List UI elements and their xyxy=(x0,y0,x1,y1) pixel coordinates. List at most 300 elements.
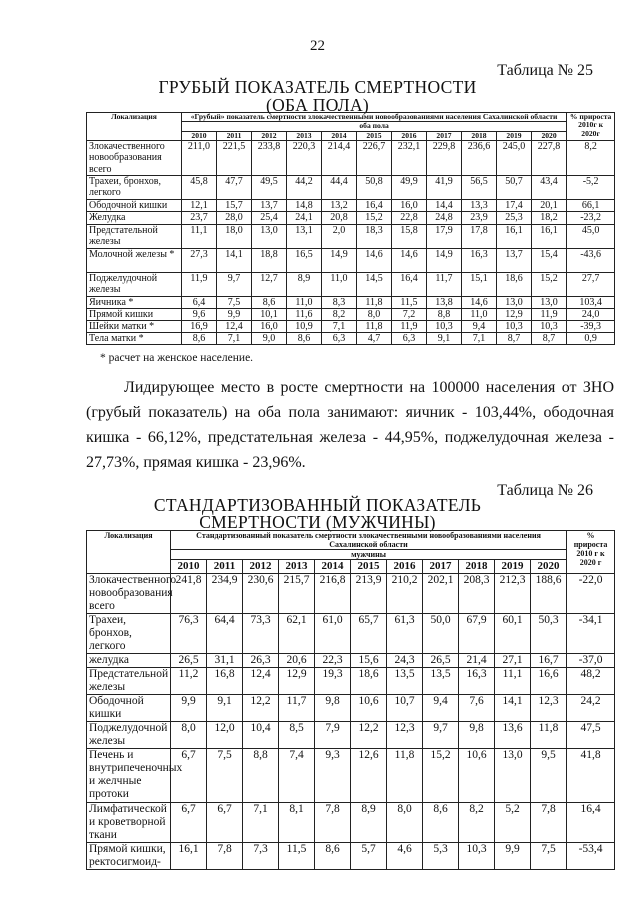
table-25-title: ГРУБЫЙ ПОКАЗАТЕЛЬ СМЕРТНОСТИ xyxy=(158,77,477,97)
year-header: 2015 xyxy=(351,560,387,574)
value-cell: 8,6 xyxy=(423,803,459,843)
value-cell: 65,7 xyxy=(351,614,387,654)
value-cell: 6,7 xyxy=(207,803,243,843)
value-cell: 8,8 xyxy=(427,308,462,320)
value-cell: 14,9 xyxy=(427,248,462,272)
value-cell: 18,2 xyxy=(532,212,567,224)
growth-cell: 27,7 xyxy=(567,272,615,296)
row-label: Злокачественного новообразования всего xyxy=(87,141,182,176)
year-header: 2014 xyxy=(315,560,351,574)
value-cell: 73,3 xyxy=(243,614,279,654)
value-cell: 18,6 xyxy=(497,272,532,296)
value-cell: 12,2 xyxy=(243,695,279,722)
value-cell: 11,5 xyxy=(392,296,427,308)
value-cell: 7,5 xyxy=(207,749,243,803)
growth-cell: 16,4 xyxy=(567,803,615,843)
table-row xyxy=(87,749,615,803)
value-cell: 13,6 xyxy=(495,722,531,749)
value-cell: 7,5 xyxy=(217,296,252,308)
value-cell: 11,7 xyxy=(427,272,462,296)
table-row xyxy=(87,803,615,843)
value-cell: 12,3 xyxy=(531,695,567,722)
value-cell: 26,5 xyxy=(171,654,207,668)
year-header: 2012 xyxy=(252,131,287,140)
year-header: 2014 xyxy=(322,131,357,140)
table-row xyxy=(87,224,615,248)
row-label: Поджелудочной железы xyxy=(87,272,182,296)
value-cell: 216,8 xyxy=(315,574,351,614)
value-cell: 7,8 xyxy=(531,803,567,843)
value-cell: 13,7 xyxy=(497,248,532,272)
growth-cell: -23,2 xyxy=(567,212,615,224)
value-cell: 13,2 xyxy=(322,200,357,212)
value-cell: 12,3 xyxy=(387,722,423,749)
table-row xyxy=(87,272,615,296)
value-cell: 12,0 xyxy=(207,722,243,749)
value-cell: 8,3 xyxy=(322,296,357,308)
value-cell: 4,6 xyxy=(387,843,423,870)
value-cell: 233,8 xyxy=(252,141,287,176)
value-cell: 60,1 xyxy=(495,614,531,654)
year-header: 2020 xyxy=(532,131,567,140)
value-cell: 28,0 xyxy=(217,212,252,224)
value-cell: 14,6 xyxy=(462,296,497,308)
growth-cell: 8,2 xyxy=(567,141,615,176)
table-26 xyxy=(86,530,615,870)
value-cell: 10,3 xyxy=(459,843,495,870)
value-cell: 11,9 xyxy=(532,308,567,320)
table-row xyxy=(87,614,615,654)
value-cell: 13,5 xyxy=(423,668,459,695)
value-cell: 9,6 xyxy=(182,308,217,320)
table-row xyxy=(87,248,615,272)
value-cell: 5,7 xyxy=(351,843,387,870)
growth-cell: -53,4 xyxy=(567,843,615,870)
value-cell: 13,1 xyxy=(287,224,322,248)
table-row xyxy=(87,200,615,212)
value-cell: 16,5 xyxy=(287,248,322,272)
year-header: 2013 xyxy=(279,560,315,574)
value-cell: 19,3 xyxy=(315,668,351,695)
growth-cell: -34,1 xyxy=(567,614,615,654)
value-cell: 12,6 xyxy=(351,749,387,803)
value-cell: 16,0 xyxy=(392,200,427,212)
value-cell: 10,6 xyxy=(351,695,387,722)
value-cell: 12,2 xyxy=(351,722,387,749)
value-cell: 14,9 xyxy=(322,248,357,272)
value-cell: 236,6 xyxy=(462,141,497,176)
value-cell: 12,9 xyxy=(279,668,315,695)
value-cell: 67,9 xyxy=(459,614,495,654)
value-cell: 8,0 xyxy=(387,803,423,843)
value-cell: 11,9 xyxy=(182,272,217,296)
value-cell: 15,6 xyxy=(351,654,387,668)
value-cell: 17,8 xyxy=(462,224,497,248)
table-row xyxy=(87,321,615,333)
value-cell: 11,8 xyxy=(387,749,423,803)
value-cell: 27,1 xyxy=(495,654,531,668)
value-cell: 18,8 xyxy=(252,248,287,272)
growth-cell: 24,2 xyxy=(567,695,615,722)
row-label: желудка xyxy=(87,654,171,668)
value-cell: 14,1 xyxy=(217,248,252,272)
value-cell: 17,4 xyxy=(497,200,532,212)
value-cell: 12,4 xyxy=(217,321,252,333)
value-cell: 7,5 xyxy=(531,843,567,870)
table-25-footnote: * расчет на женское население. xyxy=(100,352,254,364)
value-cell: 11,9 xyxy=(392,321,427,333)
table-25-subtitle: (ОБА ПОЛА) xyxy=(265,95,370,115)
value-cell: 211,0 xyxy=(182,141,217,176)
value-cell: 49,5 xyxy=(252,176,287,200)
growth-cell: 47,5 xyxy=(567,722,615,749)
value-cell: 50,0 xyxy=(423,614,459,654)
value-cell: 11,7 xyxy=(279,695,315,722)
table-row xyxy=(87,668,615,695)
value-cell: 13,0 xyxy=(252,224,287,248)
value-cell: 14,8 xyxy=(287,200,322,212)
year-header: 2019 xyxy=(495,560,531,574)
value-cell: 15,4 xyxy=(532,248,567,272)
value-cell: 6,3 xyxy=(322,333,357,345)
value-cell: 50,7 xyxy=(497,176,532,200)
value-cell: 22,3 xyxy=(315,654,351,668)
value-cell: 20,1 xyxy=(532,200,567,212)
value-cell: 13,7 xyxy=(252,200,287,212)
value-cell: 11,1 xyxy=(495,668,531,695)
value-cell: 226,7 xyxy=(357,141,392,176)
value-cell: 20,6 xyxy=(279,654,315,668)
value-cell: 9,4 xyxy=(462,321,497,333)
year-header: 2017 xyxy=(427,131,462,140)
summary-paragraph xyxy=(86,375,614,475)
value-cell: 9,8 xyxy=(459,722,495,749)
value-cell: 4,7 xyxy=(357,333,392,345)
year-header: 2015 xyxy=(357,131,392,140)
value-cell: 11,2 xyxy=(171,668,207,695)
value-cell: 234,9 xyxy=(207,574,243,614)
value-cell: 61,3 xyxy=(387,614,423,654)
value-cell: 6,4 xyxy=(182,296,217,308)
value-cell: 220,3 xyxy=(287,141,322,176)
table-row xyxy=(87,296,615,308)
page-number: 22 xyxy=(310,38,325,54)
row-label: Предстательной железы xyxy=(87,668,171,695)
value-cell: 8,8 xyxy=(243,749,279,803)
value-cell: 232,1 xyxy=(392,141,427,176)
value-cell: 76,3 xyxy=(171,614,207,654)
value-cell: 16,7 xyxy=(531,654,567,668)
value-cell: 230,6 xyxy=(243,574,279,614)
value-cell: 44,4 xyxy=(322,176,357,200)
row-label: Прямой кишки, ректосигмоид- xyxy=(87,843,171,870)
value-cell: 8,6 xyxy=(287,333,322,345)
value-cell: 64,4 xyxy=(207,614,243,654)
header-growth: % прироста 2010 г к 2020 г xyxy=(567,531,615,574)
value-cell: 9,1 xyxy=(207,695,243,722)
value-cell: 215,7 xyxy=(279,574,315,614)
value-cell: 5,2 xyxy=(495,803,531,843)
value-cell: 8,7 xyxy=(532,333,567,345)
value-cell: 49,9 xyxy=(392,176,427,200)
value-cell: 9,9 xyxy=(171,695,207,722)
value-cell: 16,1 xyxy=(497,224,532,248)
year-header: 2019 xyxy=(497,131,532,140)
growth-cell: -43,6 xyxy=(567,248,615,272)
growth-cell: 45,0 xyxy=(567,224,615,248)
value-cell: 24,8 xyxy=(427,212,462,224)
row-label: Прямой кишки xyxy=(87,308,182,320)
value-cell: 2,0 xyxy=(322,224,357,248)
value-cell: 16,8 xyxy=(207,668,243,695)
value-cell: 11,8 xyxy=(531,722,567,749)
value-cell: 9,7 xyxy=(217,272,252,296)
value-cell: 11,1 xyxy=(182,224,217,248)
row-label: Предстательной железы xyxy=(87,224,182,248)
value-cell: 20,8 xyxy=(322,212,357,224)
value-cell: 16,1 xyxy=(532,224,567,248)
row-label: Трахеи, бронхов, легкого xyxy=(87,614,171,654)
value-cell: 188,6 xyxy=(531,574,567,614)
value-cell: 227,8 xyxy=(532,141,567,176)
value-cell: 10,3 xyxy=(532,321,567,333)
row-label: Печень и внутрипеченочных и желчные протоки xyxy=(87,749,171,803)
year-header: 2018 xyxy=(459,560,495,574)
value-cell: 24,1 xyxy=(287,212,322,224)
value-cell: 26,5 xyxy=(423,654,459,668)
value-cell: 8,6 xyxy=(252,296,287,308)
row-label: Желудка xyxy=(87,212,182,224)
table-row xyxy=(87,176,615,200)
value-cell: 8,6 xyxy=(315,843,351,870)
year-header: 2012 xyxy=(243,560,279,574)
value-cell: 18,6 xyxy=(351,668,387,695)
growth-cell: 0,9 xyxy=(567,333,615,345)
value-cell: 16,1 xyxy=(171,843,207,870)
value-cell: 11,8 xyxy=(357,296,392,308)
value-cell: 202,1 xyxy=(423,574,459,614)
value-cell: 7,4 xyxy=(279,749,315,803)
row-label: Лимфатической и кроветворной ткани xyxy=(87,803,171,843)
value-cell: 212,3 xyxy=(495,574,531,614)
value-cell: 9,7 xyxy=(423,722,459,749)
table-row xyxy=(87,212,615,224)
value-cell: 11,0 xyxy=(322,272,357,296)
value-cell: 9,5 xyxy=(531,749,567,803)
year-header: 2010 xyxy=(171,560,207,574)
value-cell: 24,3 xyxy=(387,654,423,668)
value-cell: 17,9 xyxy=(427,224,462,248)
table-26-subtitle: СМЕРТНОСТИ (МУЖЧИНЫ) xyxy=(199,512,436,532)
value-cell: 7,3 xyxy=(243,843,279,870)
value-cell: 9,0 xyxy=(252,333,287,345)
value-cell: 9,3 xyxy=(315,749,351,803)
row-label: Молочной железы * xyxy=(87,248,182,272)
value-cell: 9,8 xyxy=(315,695,351,722)
value-cell: 15,1 xyxy=(462,272,497,296)
value-cell: 13,0 xyxy=(497,296,532,308)
value-cell: 14,1 xyxy=(495,695,531,722)
year-header: 2020 xyxy=(531,560,567,574)
value-cell: 18,0 xyxy=(217,224,252,248)
value-cell: 12,7 xyxy=(252,272,287,296)
value-cell: 15,8 xyxy=(392,224,427,248)
value-cell: 10,3 xyxy=(427,321,462,333)
value-cell: 208,3 xyxy=(459,574,495,614)
value-cell: 10,1 xyxy=(252,308,287,320)
summary-text: Лидирующее место в росте смертности на 100000 населения от ЗНО (грубый показатель) на оба пола занимают: яичник - 103,44%, ободочная кишка - 66,12%, предстательная железа - 44,95%, поджелудочная железа - 27,73%, прямая кишка - 23,96%. xyxy=(86,379,614,471)
table-row xyxy=(87,141,615,176)
value-cell: 22,8 xyxy=(392,212,427,224)
value-cell: 8,5 xyxy=(279,722,315,749)
value-cell: 27,3 xyxy=(182,248,217,272)
year-header: 2011 xyxy=(207,560,243,574)
header-growth: % прироста 2010г к 2020г xyxy=(567,113,615,141)
row-label: Ободочной кишки xyxy=(87,200,182,212)
value-cell: 31,1 xyxy=(207,654,243,668)
value-cell: 16,6 xyxy=(531,668,567,695)
value-cell: 45,8 xyxy=(182,176,217,200)
value-cell: 13,3 xyxy=(462,200,497,212)
value-cell: 11,6 xyxy=(287,308,322,320)
header-sub: мужчины xyxy=(171,550,567,560)
value-cell: 8,7 xyxy=(497,333,532,345)
value-cell: 11,0 xyxy=(462,308,497,320)
row-label: Ободочной кишки xyxy=(87,695,171,722)
value-cell: 10,3 xyxy=(497,321,532,333)
value-cell: 14,4 xyxy=(427,200,462,212)
value-cell: 7,9 xyxy=(315,722,351,749)
value-cell: 8,6 xyxy=(182,333,217,345)
value-cell: 50,8 xyxy=(357,176,392,200)
growth-cell: 41,8 xyxy=(567,749,615,803)
value-cell: 16,3 xyxy=(462,248,497,272)
value-cell: 7,1 xyxy=(217,333,252,345)
value-cell: 16,4 xyxy=(392,272,427,296)
value-cell: 5,3 xyxy=(423,843,459,870)
table-row xyxy=(87,574,615,614)
value-cell: 56,5 xyxy=(462,176,497,200)
value-cell: 9,4 xyxy=(423,695,459,722)
value-cell: 7,1 xyxy=(322,321,357,333)
value-cell: 15,2 xyxy=(357,212,392,224)
value-cell: 14,6 xyxy=(357,248,392,272)
value-cell: 245,0 xyxy=(497,141,532,176)
table-row xyxy=(87,722,615,749)
value-cell: 18,3 xyxy=(357,224,392,248)
value-cell: 210,2 xyxy=(387,574,423,614)
value-cell: 12,1 xyxy=(182,200,217,212)
value-cell: 221,5 xyxy=(217,141,252,176)
value-cell: 6,3 xyxy=(392,333,427,345)
value-cell: 7,6 xyxy=(459,695,495,722)
header-sub: оба пола xyxy=(182,122,567,131)
value-cell: 23,7 xyxy=(182,212,217,224)
value-cell: 8,2 xyxy=(459,803,495,843)
value-cell: 10,7 xyxy=(387,695,423,722)
value-cell: 62,1 xyxy=(279,614,315,654)
value-cell: 7,8 xyxy=(207,843,243,870)
value-cell: 25,4 xyxy=(252,212,287,224)
value-cell: 13,0 xyxy=(532,296,567,308)
table-row xyxy=(87,308,615,320)
year-header: 2011 xyxy=(217,131,252,140)
value-cell: 7,1 xyxy=(243,803,279,843)
header-main: Стандартизованный показатель смертности злокачественными новообразованиями населения Сахалинской области xyxy=(171,531,567,550)
table-25-number: Таблица № 25 xyxy=(497,62,593,79)
value-cell: 47,7 xyxy=(217,176,252,200)
value-cell: 26,3 xyxy=(243,654,279,668)
value-cell: 9,1 xyxy=(427,333,462,345)
growth-cell: 103,4 xyxy=(567,296,615,308)
growth-cell: -37,0 xyxy=(567,654,615,668)
table-row xyxy=(87,654,615,668)
growth-cell: 66,1 xyxy=(567,200,615,212)
table-row xyxy=(87,333,615,345)
header-localization: Локализация xyxy=(87,113,182,141)
row-label: Трахеи, бронхов, легкого xyxy=(87,176,182,200)
table-row xyxy=(87,695,615,722)
growth-cell: -5,2 xyxy=(567,176,615,200)
value-cell: 15,2 xyxy=(423,749,459,803)
value-cell: 23,9 xyxy=(462,212,497,224)
header-main: «Грубый» показатель смертности злокачественными новообразованиями населения Сахалинской области xyxy=(182,113,567,122)
value-cell: 50,3 xyxy=(531,614,567,654)
value-cell: 7,8 xyxy=(315,803,351,843)
value-cell: 9,9 xyxy=(495,843,531,870)
value-cell: 14,5 xyxy=(357,272,392,296)
value-cell: 15,7 xyxy=(217,200,252,212)
value-cell: 16,4 xyxy=(357,200,392,212)
value-cell: 9,9 xyxy=(217,308,252,320)
value-cell: 8,0 xyxy=(171,722,207,749)
row-label: Яичника * xyxy=(87,296,182,308)
value-cell: 15,2 xyxy=(532,272,567,296)
value-cell: 61,0 xyxy=(315,614,351,654)
value-cell: 8,9 xyxy=(351,803,387,843)
value-cell: 12,9 xyxy=(497,308,532,320)
year-header: 2016 xyxy=(392,131,427,140)
value-cell: 21,4 xyxy=(459,654,495,668)
value-cell: 10,9 xyxy=(287,321,322,333)
value-cell: 213,9 xyxy=(351,574,387,614)
year-header: 2018 xyxy=(462,131,497,140)
value-cell: 13,0 xyxy=(495,749,531,803)
row-label: Шейки матки * xyxy=(87,321,182,333)
value-cell: 11,5 xyxy=(279,843,315,870)
value-cell: 41,9 xyxy=(427,176,462,200)
value-cell: 229,8 xyxy=(427,141,462,176)
value-cell: 8,1 xyxy=(279,803,315,843)
row-label: Тела матки * xyxy=(87,333,182,345)
value-cell: 44,2 xyxy=(287,176,322,200)
table-26-number: Таблица № 26 xyxy=(497,482,593,499)
value-cell: 11,0 xyxy=(287,296,322,308)
value-cell: 13,5 xyxy=(387,668,423,695)
row-label: Злокачественного новообразования всего xyxy=(87,574,171,614)
year-header: 2010 xyxy=(182,131,217,140)
value-cell: 12,4 xyxy=(243,668,279,695)
value-cell: 8,0 xyxy=(357,308,392,320)
year-header: 2013 xyxy=(287,131,322,140)
value-cell: 7,1 xyxy=(462,333,497,345)
value-cell: 6,7 xyxy=(171,749,207,803)
value-cell: 8,2 xyxy=(322,308,357,320)
row-label: Поджелудочной железы xyxy=(87,722,171,749)
growth-cell: -39,3 xyxy=(567,321,615,333)
value-cell: 16,3 xyxy=(459,668,495,695)
value-cell: 16,9 xyxy=(182,321,217,333)
